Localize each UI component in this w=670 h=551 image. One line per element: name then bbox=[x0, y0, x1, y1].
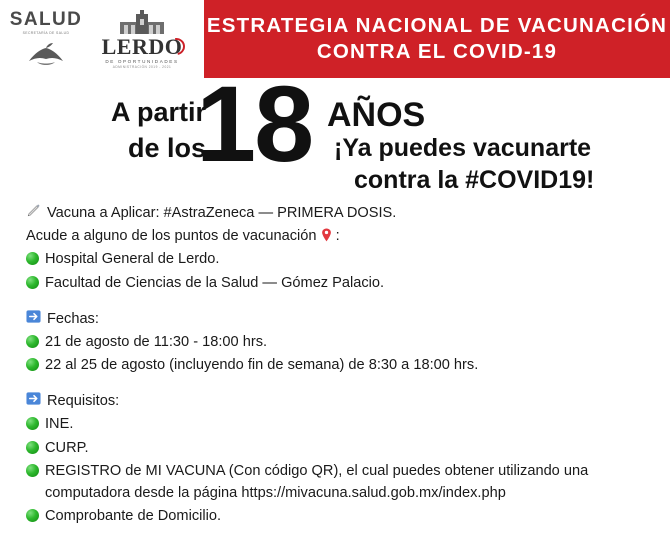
arrow-right-icon bbox=[26, 391, 41, 406]
list-item bbox=[26, 354, 656, 376]
green-circle-icon bbox=[26, 358, 39, 371]
green-circle-icon bbox=[26, 335, 39, 348]
list-item bbox=[26, 460, 656, 504]
section-spacer bbox=[26, 295, 656, 308]
headline-left-line1: A partir bbox=[110, 97, 206, 127]
points-intro-line bbox=[26, 225, 656, 247]
requirement-text: CURP. bbox=[45, 439, 89, 456]
arrow-right-icon bbox=[26, 309, 41, 324]
list-item bbox=[26, 248, 656, 270]
list-item bbox=[26, 272, 656, 294]
headline-line3: contra la #COVID19! bbox=[354, 166, 595, 194]
salud-logo-word: SALUD bbox=[9, 8, 83, 30]
vaccine-line-text: Vacuna a Aplicar: #AstraZeneca — PRIMERA DOSIS. bbox=[47, 205, 397, 221]
list-item bbox=[26, 413, 656, 435]
lerdo-logo-word bbox=[101, 33, 183, 59]
eagle-emblem-icon bbox=[23, 39, 69, 69]
vaccination-point-text: Facultad de Ciencias de la Salud — Gómez Palacio. bbox=[45, 274, 385, 291]
headline-left-line2: de los bbox=[127, 133, 206, 164]
poster-body bbox=[26, 202, 656, 527]
headline-age-number: 18 bbox=[196, 63, 313, 184]
green-circle-icon bbox=[26, 441, 39, 454]
vaccine-line bbox=[26, 202, 656, 224]
requirements-heading bbox=[26, 390, 656, 412]
campaign-banner-line1: ESTRATEGIA NACIONAL DE VACUNACIÓN bbox=[206, 14, 668, 38]
requirement-text: Comprobante de Domicilio. bbox=[45, 508, 222, 525]
green-circle-icon bbox=[26, 417, 39, 430]
requirement-text: REGISTRO de MI VACUNA (Con código QR), el cual puedes obtener utilizando una computadora desde la página https://mivacuna.salud.gob.mx/index.php bbox=[45, 462, 589, 501]
requirements-heading-text: Requisitos: bbox=[47, 393, 120, 410]
points-intro-colon: : bbox=[335, 228, 340, 245]
salud-logo bbox=[10, 10, 82, 69]
green-circle-icon bbox=[26, 509, 39, 522]
points-intro-text bbox=[26, 225, 656, 247]
list-item bbox=[26, 437, 656, 459]
dates-heading bbox=[26, 308, 656, 330]
section-spacer bbox=[26, 377, 656, 390]
green-circle-icon bbox=[26, 276, 39, 289]
lerdo-logo-text: LERDO bbox=[101, 33, 183, 59]
green-circle-icon bbox=[26, 252, 39, 265]
requirement-text: INE. bbox=[45, 416, 74, 433]
list-item bbox=[26, 331, 656, 353]
lerdo-logo-subtitle2: ADMINISTRACIÓN 2019 - 2021 bbox=[112, 64, 172, 69]
headline-line2: ¡Ya puedes vacunarte bbox=[334, 134, 592, 162]
lerdo-logo-subtitle1: DE OPORTUNIDADES bbox=[105, 58, 179, 64]
list-item bbox=[26, 505, 656, 527]
headline-anos-label: AÑOS bbox=[327, 96, 426, 134]
campaign-banner-line2: CONTRA EL COVID-19 bbox=[316, 40, 558, 63]
points-intro-label: Acude a alguno de los puntos de vacunación bbox=[26, 228, 317, 245]
lerdo-building-icon bbox=[116, 10, 168, 36]
vaccination-point-text: Hospital General de Lerdo. bbox=[45, 251, 220, 268]
syringe-icon bbox=[26, 203, 41, 218]
salud-logo-subtitle: SECRETARÍA DE SALUD bbox=[22, 30, 70, 35]
date-text: 21 de agosto de 11:30 - 18:00 hrs. bbox=[45, 333, 268, 350]
location-pin-icon bbox=[321, 228, 336, 244]
headline-left bbox=[56, 94, 206, 167]
lerdo-logo bbox=[94, 10, 190, 69]
poster-header bbox=[0, 0, 670, 78]
green-circle-icon bbox=[26, 464, 39, 477]
dates-heading-text: Fechas: bbox=[47, 310, 99, 327]
date-text: 22 al 25 de agosto (incluyendo fin de semana) de 8:30 a 18:00 hrs. bbox=[45, 357, 479, 374]
